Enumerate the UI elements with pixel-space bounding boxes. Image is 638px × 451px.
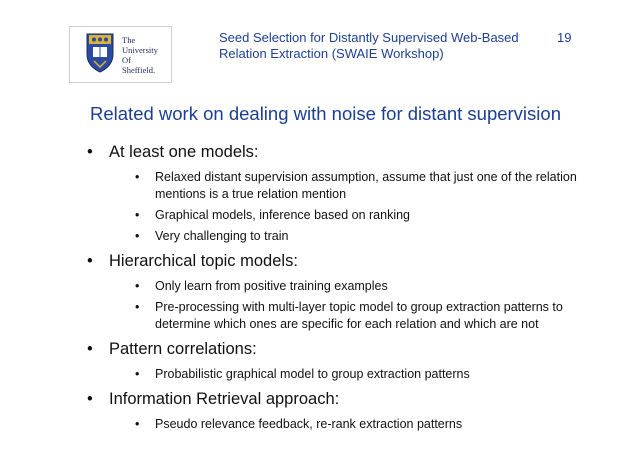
bullet-label: Information Retrieval approach:	[109, 390, 340, 408]
slide-header	[219, 30, 549, 62]
bullet-label: At least one models:	[109, 143, 259, 161]
sub-bullet-list	[109, 169, 607, 245]
bullet-item	[87, 389, 607, 433]
sub-bullet-item: • Graphical models, inference based on ranking	[135, 207, 607, 224]
page-number: 19	[557, 30, 572, 45]
bullet-item	[87, 339, 607, 383]
bullet-label: Hierarchical topic models:	[109, 252, 298, 270]
logo-line: Of	[122, 55, 131, 65]
sub-bullet-item: • Pre-processing with multi-layer topic model to group extraction patterns to determine which ones are specific for each relation and which are not	[135, 299, 607, 333]
sub-bullet-list	[109, 366, 607, 383]
sub-bullet-item: • Pseudo relevance feedback, re-rank extraction patterns	[135, 416, 607, 433]
bullet-list	[87, 142, 607, 439]
header-line-2: Relation Extraction (SWAIE Workshop)	[219, 46, 444, 61]
sub-bullet-item: • Probabilistic graphical model to group extraction patterns	[135, 366, 607, 383]
bullet-label: Pattern correlations:	[109, 340, 257, 358]
logo-line: The	[122, 35, 136, 45]
logo-wordmark	[122, 35, 158, 75]
logo-line: University	[122, 45, 158, 55]
sub-bullet-list	[109, 416, 607, 433]
sub-bullet-item: • Relaxed distant supervision assumption, assume that just one of the relation mentions is a true relation mention	[135, 169, 607, 203]
sub-bullet-item: • Only learn from positive training examples	[135, 278, 607, 295]
bullet-item	[87, 142, 607, 245]
logo-line: Sheffield.	[122, 65, 156, 75]
university-logo	[69, 26, 172, 83]
crest-icon	[85, 32, 115, 73]
sub-bullet-list	[109, 278, 607, 333]
bullet-item	[87, 251, 607, 333]
slide-title: Related work on dealing with noise for distant supervision	[90, 103, 561, 124]
sub-bullet-item: • Very challenging to train	[135, 228, 607, 245]
header-line-1: Seed Selection for Distantly Supervised Web-Based	[219, 30, 519, 45]
